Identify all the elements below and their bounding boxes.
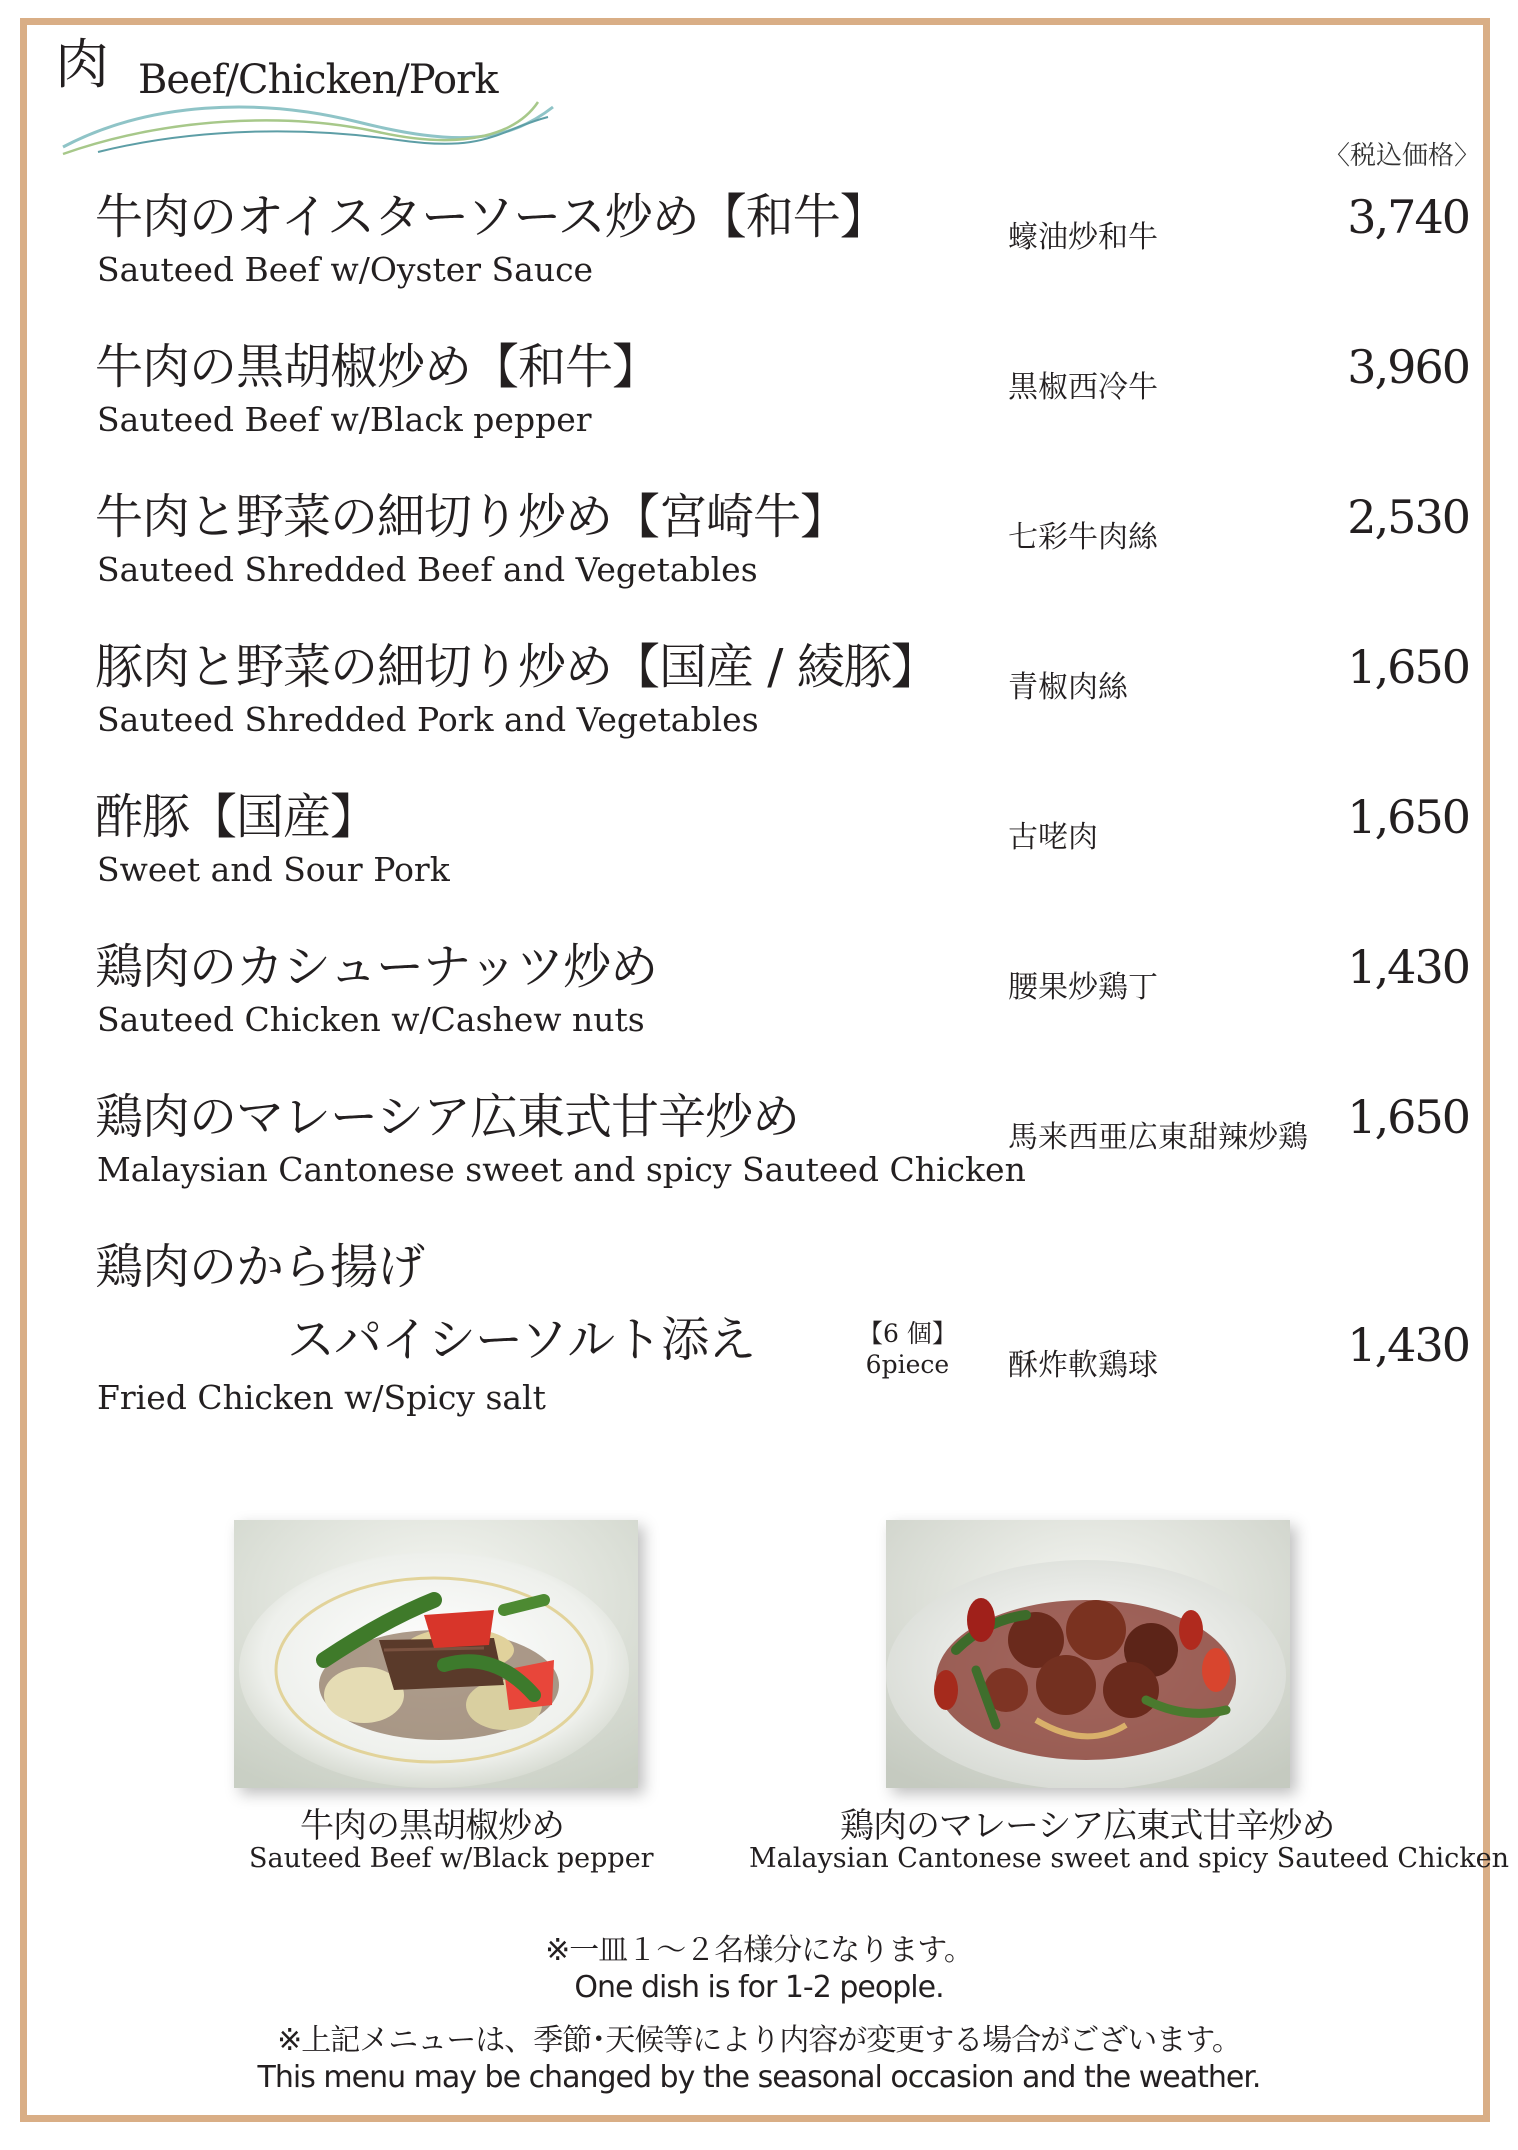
item-name-en: Sweet and Sour Pork bbox=[97, 850, 450, 889]
item-name-cn: 腰果炒鶏丁 bbox=[1008, 970, 1158, 1005]
item-name-cn: 馬来西亜広東甜辣炒鶏 bbox=[1008, 1120, 1308, 1155]
item-name-jp: 牛肉の黒胡椒炒め【和牛】 bbox=[95, 339, 660, 395]
decorative-wave-icon bbox=[58, 92, 558, 162]
photo-caption-jp: 牛肉の黒胡椒炒め bbox=[300, 1806, 564, 1846]
photo-caption-jp: 鶏肉のマレーシア広東式甘辛炒め bbox=[840, 1806, 1335, 1846]
item-price: 1,650 bbox=[1347, 1090, 1469, 1144]
item-name-jp: 鶏肉のカシューナッツ炒め bbox=[95, 939, 658, 995]
piece-count bbox=[858, 1318, 957, 1381]
item-name-cn: 蠔油炒和牛 bbox=[1008, 220, 1158, 255]
item-name-en: Fried Chicken w/Spicy salt bbox=[97, 1378, 546, 1417]
item-name-en: Sauteed Beef w/Black pepper bbox=[97, 400, 592, 439]
category-kanji: 肉 bbox=[55, 33, 109, 96]
item-price: 1,650 bbox=[1347, 640, 1469, 694]
item-name-cn: 古咾肉 bbox=[1008, 820, 1098, 855]
beef-black-pepper-dish-photo bbox=[234, 1520, 638, 1788]
category-title: Beef/Chicken/Pork bbox=[138, 57, 498, 103]
piece-count-jp: 【6 個】 bbox=[858, 1319, 957, 1348]
menu-item bbox=[0, 1240, 1518, 1440]
item-price: 3,960 bbox=[1347, 340, 1469, 394]
menu-item bbox=[0, 340, 1518, 480]
item-name-jp: 牛肉のオイスターソース炒め【和牛】 bbox=[95, 189, 887, 245]
portion-note-jp: ※一皿１～２名様分になります。 bbox=[545, 1933, 973, 1968]
photo-caption-en: Sauteed Beef w/Black pepper bbox=[249, 1843, 654, 1874]
item-name-cn: 黒椒西冷牛 bbox=[1008, 370, 1158, 405]
item-name-jp-line2: スパイシーソルト添え bbox=[287, 1312, 756, 1368]
item-name-jp: 鶏肉のから揚げ bbox=[95, 1239, 425, 1295]
item-name-jp: 豚肉と野菜の細切り炒め【国産 / 綾豚】 bbox=[95, 639, 938, 695]
item-name-en: Sauteed Shredded Beef and Vegetables bbox=[97, 550, 758, 589]
item-price: 1,650 bbox=[1347, 790, 1469, 844]
item-name-en: Malaysian Cantonese sweet and spicy Sauteed Chicken bbox=[97, 1150, 1026, 1189]
item-name-jp: 鶏肉のマレーシア広東式甘辛炒め bbox=[95, 1089, 800, 1145]
item-price: 2,530 bbox=[1347, 490, 1469, 544]
item-name-en: Sauteed Shredded Pork and Vegetables bbox=[97, 700, 759, 739]
menu-item bbox=[0, 940, 1518, 1080]
menu-item bbox=[0, 190, 1518, 330]
portion-note-en: One dish is for 1-2 people. bbox=[574, 1970, 944, 2005]
item-price: 1,430 bbox=[1347, 1318, 1469, 1372]
item-name-jp: 牛肉と野菜の細切り炒め【宮崎牛】 bbox=[95, 489, 848, 545]
item-name-en: Sauteed Chicken w/Cashew nuts bbox=[97, 1000, 645, 1039]
item-name-cn: 七彩牛肉絲 bbox=[1008, 520, 1158, 555]
menu-item bbox=[0, 1090, 1518, 1230]
item-name-cn: 酥炸軟鶏球 bbox=[1008, 1348, 1158, 1383]
malaysian-chicken-dish-photo bbox=[886, 1520, 1290, 1788]
menu-item bbox=[0, 790, 1518, 930]
item-name-cn: 青椒肉絲 bbox=[1008, 670, 1128, 705]
item-name-en: Sauteed Beef w/Oyster Sauce bbox=[97, 250, 594, 289]
item-price: 1,430 bbox=[1347, 940, 1469, 994]
change-note-en: This menu may be changed by the seasonal occasion and the weather. bbox=[257, 2060, 1261, 2095]
tax-included-note: 〈税込価格〉 bbox=[1323, 141, 1480, 171]
piece-count-en: 6piece bbox=[865, 1350, 950, 1380]
item-name-jp: 酢豚【国産】 bbox=[95, 789, 378, 845]
photo-caption-en: Malaysian Cantonese sweet and spicy Sauteed Chicken bbox=[749, 1843, 1509, 1874]
item-price: 3,740 bbox=[1347, 190, 1469, 244]
menu-item bbox=[0, 490, 1518, 630]
menu-item bbox=[0, 640, 1518, 780]
change-note-jp: ※上記メニューは、季節･天候等により内容が変更する場合がございます。 bbox=[277, 2023, 1241, 2058]
